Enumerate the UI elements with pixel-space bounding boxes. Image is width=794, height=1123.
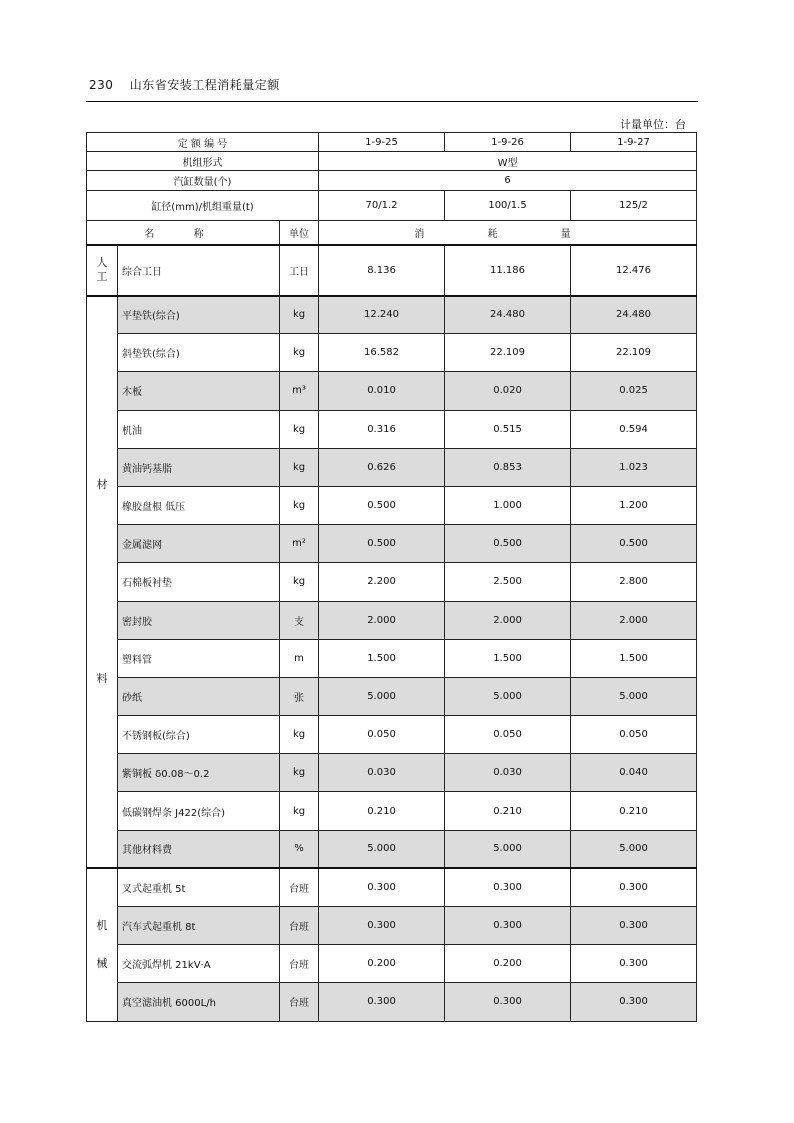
item-value: 1.023: [571, 448, 697, 486]
item-name: 真空滤油机 6000L/h: [118, 983, 280, 1021]
item-name: 平垫铁(综合): [118, 296, 280, 334]
table-row: [87, 334, 697, 372]
table-row: [87, 448, 697, 486]
item-unit: kg: [280, 334, 319, 372]
item-value: 0.626: [319, 448, 445, 486]
item-name: 交流弧焊机 21kV·A: [118, 945, 280, 983]
cylinder-count-label: 汽缸数量(个): [87, 171, 319, 191]
code-cell: 1-9-25: [319, 133, 445, 152]
item-name: 橡胶盘根 低压: [118, 486, 280, 524]
item-value: 2.800: [571, 563, 697, 601]
category-cell: [87, 868, 118, 1021]
page-header: [89, 76, 280, 93]
quota-table: [86, 132, 697, 1022]
item-name: 斜垫铁(综合): [118, 334, 280, 372]
item-value: 12.476: [571, 245, 697, 296]
code-label: [87, 133, 319, 152]
table-row: [87, 563, 697, 601]
item-name: 黄油钙基脂: [118, 448, 280, 486]
item-value: 0.200: [319, 945, 445, 983]
item-value: 5.000: [445, 677, 571, 715]
item-value: 0.500: [319, 486, 445, 524]
item-value: 0.515: [445, 410, 571, 448]
category-cell: [87, 245, 118, 296]
book-title: 山东省安装工程消耗量定额: [129, 78, 280, 92]
item-value: 0.300: [571, 945, 697, 983]
item-value: 2.000: [319, 601, 445, 639]
item-value: 0.300: [445, 868, 571, 906]
item-value: 22.109: [571, 334, 697, 372]
bore-value: 125/2: [571, 191, 697, 221]
table-row: [87, 372, 697, 410]
item-unit: kg: [280, 563, 319, 601]
item-value: 24.480: [571, 296, 697, 334]
item-value: 1.000: [445, 486, 571, 524]
item-value: 0.010: [319, 372, 445, 410]
table-row: [87, 296, 697, 334]
table-row: [87, 639, 697, 677]
item-name: 机油: [118, 410, 280, 448]
item-unit: kg: [280, 486, 319, 524]
item-unit: kg: [280, 792, 319, 830]
item-unit: 张: [280, 677, 319, 715]
item-unit: 台班: [280, 983, 319, 1021]
table-row: [87, 410, 697, 448]
table-row: [87, 525, 697, 563]
item-unit: kg: [280, 296, 319, 334]
table-row: [87, 945, 697, 983]
item-value: 0.300: [445, 907, 571, 945]
table-row: [87, 486, 697, 524]
item-name: 低碳钢焊条 J422(综合): [118, 792, 280, 830]
item-value: 8.136: [319, 245, 445, 296]
item-unit: m: [280, 639, 319, 677]
item-unit: kg: [280, 448, 319, 486]
item-value: 0.300: [571, 907, 697, 945]
item-name: 金属滤网: [118, 525, 280, 563]
table-row: [87, 868, 697, 906]
item-name: 紫铜板 δ0.08～0.2: [118, 754, 280, 792]
item-value: 1.500: [319, 639, 445, 677]
item-unit: m²: [280, 525, 319, 563]
item-value: 5.000: [571, 830, 697, 868]
item-value: 24.480: [445, 296, 571, 334]
unit-type-value: W型: [319, 152, 697, 171]
table-row: [87, 830, 697, 868]
item-value: 0.300: [571, 983, 697, 1021]
table-row: [87, 245, 697, 296]
table-row: [87, 907, 697, 945]
item-name: 其他材料费: [118, 830, 280, 868]
col-unit-header: 单位: [280, 221, 319, 245]
item-value: 5.000: [319, 830, 445, 868]
item-unit: 支: [280, 601, 319, 639]
header-rule: [86, 101, 698, 102]
table-row: [87, 983, 697, 1021]
item-unit: 台班: [280, 868, 319, 906]
item-value: 0.025: [571, 372, 697, 410]
item-value: 0.500: [571, 525, 697, 563]
item-value: 22.109: [445, 334, 571, 372]
item-unit: m³: [280, 372, 319, 410]
item-unit: 工日: [280, 245, 319, 296]
code-label-text: 定 额 编 号: [177, 138, 228, 150]
item-value: 0.050: [571, 716, 697, 754]
item-value: 0.300: [319, 868, 445, 906]
item-value: 0.210: [445, 792, 571, 830]
bore-value: 70/1.2: [319, 191, 445, 221]
category-cell: [87, 296, 118, 869]
item-value: 0.040: [571, 754, 697, 792]
table-row: [87, 677, 697, 715]
item-value: 0.210: [319, 792, 445, 830]
item-value: 0.300: [319, 983, 445, 1021]
col-consumption-header: 消 耗 量: [319, 221, 697, 245]
item-name: 木板: [118, 372, 280, 410]
code-cell: 1-9-27: [571, 133, 697, 152]
item-value: 2.000: [571, 601, 697, 639]
item-unit: 台班: [280, 907, 319, 945]
item-value: 0.020: [445, 372, 571, 410]
col-name-header: 名 称: [87, 221, 280, 245]
table-row: [87, 601, 697, 639]
page-number: 230: [89, 78, 114, 92]
item-name: 密封胶: [118, 601, 280, 639]
item-unit: kg: [280, 754, 319, 792]
item-value: 0.300: [571, 868, 697, 906]
item-value: 0.500: [445, 525, 571, 563]
unit-type-label: 机组形式: [87, 152, 319, 171]
item-name: 石棉板衬垫: [118, 563, 280, 601]
item-value: 0.853: [445, 448, 571, 486]
item-value: 0.050: [319, 716, 445, 754]
table-row: [87, 754, 697, 792]
category-char: 料: [96, 671, 108, 685]
item-value: 0.210: [571, 792, 697, 830]
item-unit: kg: [280, 716, 319, 754]
item-value: 0.050: [445, 716, 571, 754]
code-cell: 1-9-26: [445, 133, 571, 152]
item-name: 砂纸: [118, 677, 280, 715]
category-char: 械: [96, 956, 108, 970]
item-name: 塑料管: [118, 639, 280, 677]
unit-note: 计量单位：台: [620, 118, 686, 131]
item-value: 0.500: [319, 525, 445, 563]
item-value: 0.316: [319, 410, 445, 448]
item-value: 0.030: [445, 754, 571, 792]
item-value: 2.500: [445, 563, 571, 601]
category-char: 机: [96, 918, 108, 932]
bore-value: 100/1.5: [445, 191, 571, 221]
item-value: 12.240: [319, 296, 445, 334]
item-value: 11.186: [445, 245, 571, 296]
item-unit: 台班: [280, 945, 319, 983]
item-value: 1.500: [445, 639, 571, 677]
item-name: 汽车式起重机 8t: [118, 907, 280, 945]
item-value: 5.000: [571, 677, 697, 715]
item-value: 0.594: [571, 410, 697, 448]
item-value: 0.300: [319, 907, 445, 945]
item-value: 2.000: [445, 601, 571, 639]
item-name: 叉式起重机 5t: [118, 868, 280, 906]
item-value: 16.582: [319, 334, 445, 372]
item-value: 5.000: [445, 830, 571, 868]
item-value: 5.000: [319, 677, 445, 715]
category-char: 人: [96, 256, 108, 269]
item-value: 2.200: [319, 563, 445, 601]
item-value: 1.500: [571, 639, 697, 677]
item-value: 1.200: [571, 486, 697, 524]
category-char: 材: [96, 477, 108, 491]
bore-label: 缸径(mm)/机组重量(t): [87, 191, 319, 221]
item-value: 0.300: [445, 983, 571, 1021]
item-name: 综合工日: [118, 245, 280, 296]
item-unit: %: [280, 830, 319, 868]
item-name: 不锈钢板(综合): [118, 716, 280, 754]
item-value: 0.200: [445, 945, 571, 983]
cylinder-count-value: 6: [319, 171, 697, 191]
table-row: [87, 716, 697, 754]
table-row: [87, 792, 697, 830]
item-value: 0.030: [319, 754, 445, 792]
item-unit: kg: [280, 410, 319, 448]
category-char: 工: [96, 270, 108, 283]
